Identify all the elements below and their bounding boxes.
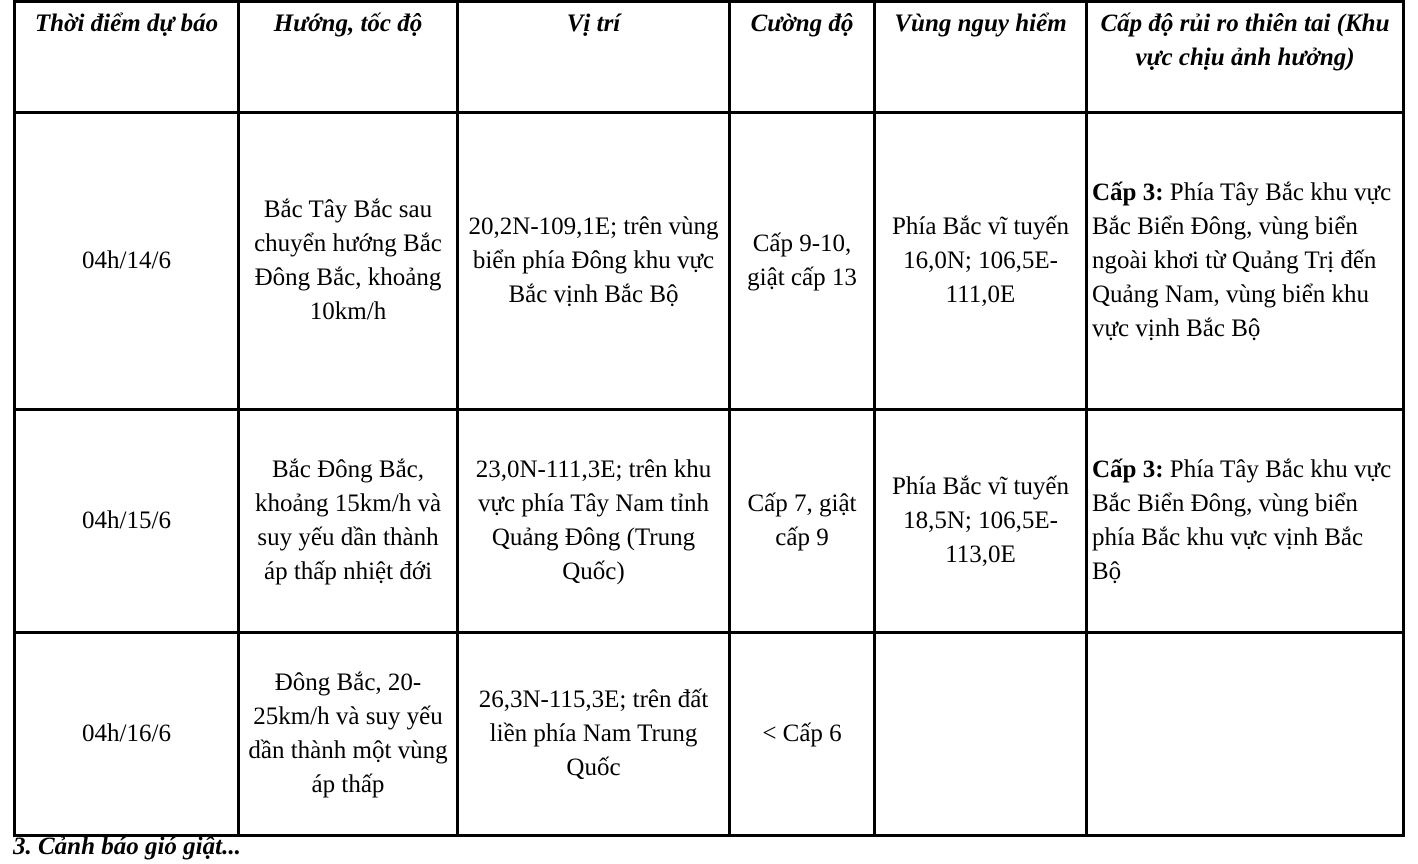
cell-intensity: Cấp 9-10, giật cấp 13 (730, 113, 875, 410)
table-header-row (15, 2, 1404, 113)
risk-level-label: Cấp 3: (1092, 456, 1164, 483)
header-forecast-time: Thời điểm dự báo (15, 2, 239, 113)
table-row (15, 113, 1404, 410)
risk-area-text: Phía Tây Bắc khu vực Bắc Biển Đông, vùng biển ngoài khơi từ Quảng Trị đến Quảng Nam, vùng biển khu vực vịnh Bắc Bộ (1092, 179, 1392, 342)
section-heading-cutoff: 3. Cảnh báo gió giật... (13, 833, 241, 860)
cell-position: 20,2N-109,1E; trên vùng biển phía Đông khu vực Bắc vịnh Bắc Bộ (458, 113, 730, 410)
cell-direction: Bắc Tây Bắc sau chuyển hướng Bắc Đông Bắc, khoảng 10km/h (239, 113, 458, 410)
cell-time: 04h/15/6 (15, 410, 239, 633)
cell-intensity: Cấp 7, giật cấp 9 (730, 410, 875, 633)
table-row (15, 633, 1404, 836)
header-position: Vị trí (458, 2, 730, 113)
cell-direction: Đông Bắc, 20-25km/h và suy yếu dần thành một vùng áp thấp (239, 633, 458, 836)
cell-danger-zone: Phía Bắc vĩ tuyến 18,5N; 106,5E-113,0E (875, 410, 1087, 633)
header-direction-speed: Hướng, tốc độ (239, 2, 458, 113)
risk-area-text: Phía Tây Bắc khu vực Bắc Biển Đông, vùng biển phía Bắc khu vực vịnh Bắc Bộ (1092, 456, 1392, 585)
cell-danger-zone (875, 633, 1087, 836)
cell-risk (1087, 633, 1404, 836)
cell-risk (1087, 410, 1404, 633)
cell-time: 04h/14/6 (15, 113, 239, 410)
forecast-table (13, 0, 1405, 837)
header-intensity: Cường độ (730, 2, 875, 113)
cell-danger-zone: Phía Bắc vĩ tuyến 16,0N; 106,5E-111,0E (875, 113, 1087, 410)
risk-level-label: Cấp 3: (1092, 179, 1164, 206)
cell-intensity: < Cấp 6 (730, 633, 875, 836)
cell-position: 23,0N-111,3E; trên khu vực phía Tây Nam tỉnh Quảng Đông (Trung Quốc) (458, 410, 730, 633)
cell-risk (1087, 113, 1404, 410)
cell-position: 26,3N-115,3E; trên đất liền phía Nam Trung Quốc (458, 633, 730, 836)
table-row (15, 410, 1404, 633)
header-danger-zone: Vùng nguy hiểm (875, 2, 1087, 113)
cell-direction: Bắc Đông Bắc, khoảng 15km/h và suy yếu dần thành áp thấp nhiệt đới (239, 410, 458, 633)
header-risk-level: Cấp độ rủi ro thiên tai (Khu vực chịu ảnh hưởng) (1087, 2, 1404, 113)
cell-time: 04h/16/6 (15, 633, 239, 836)
